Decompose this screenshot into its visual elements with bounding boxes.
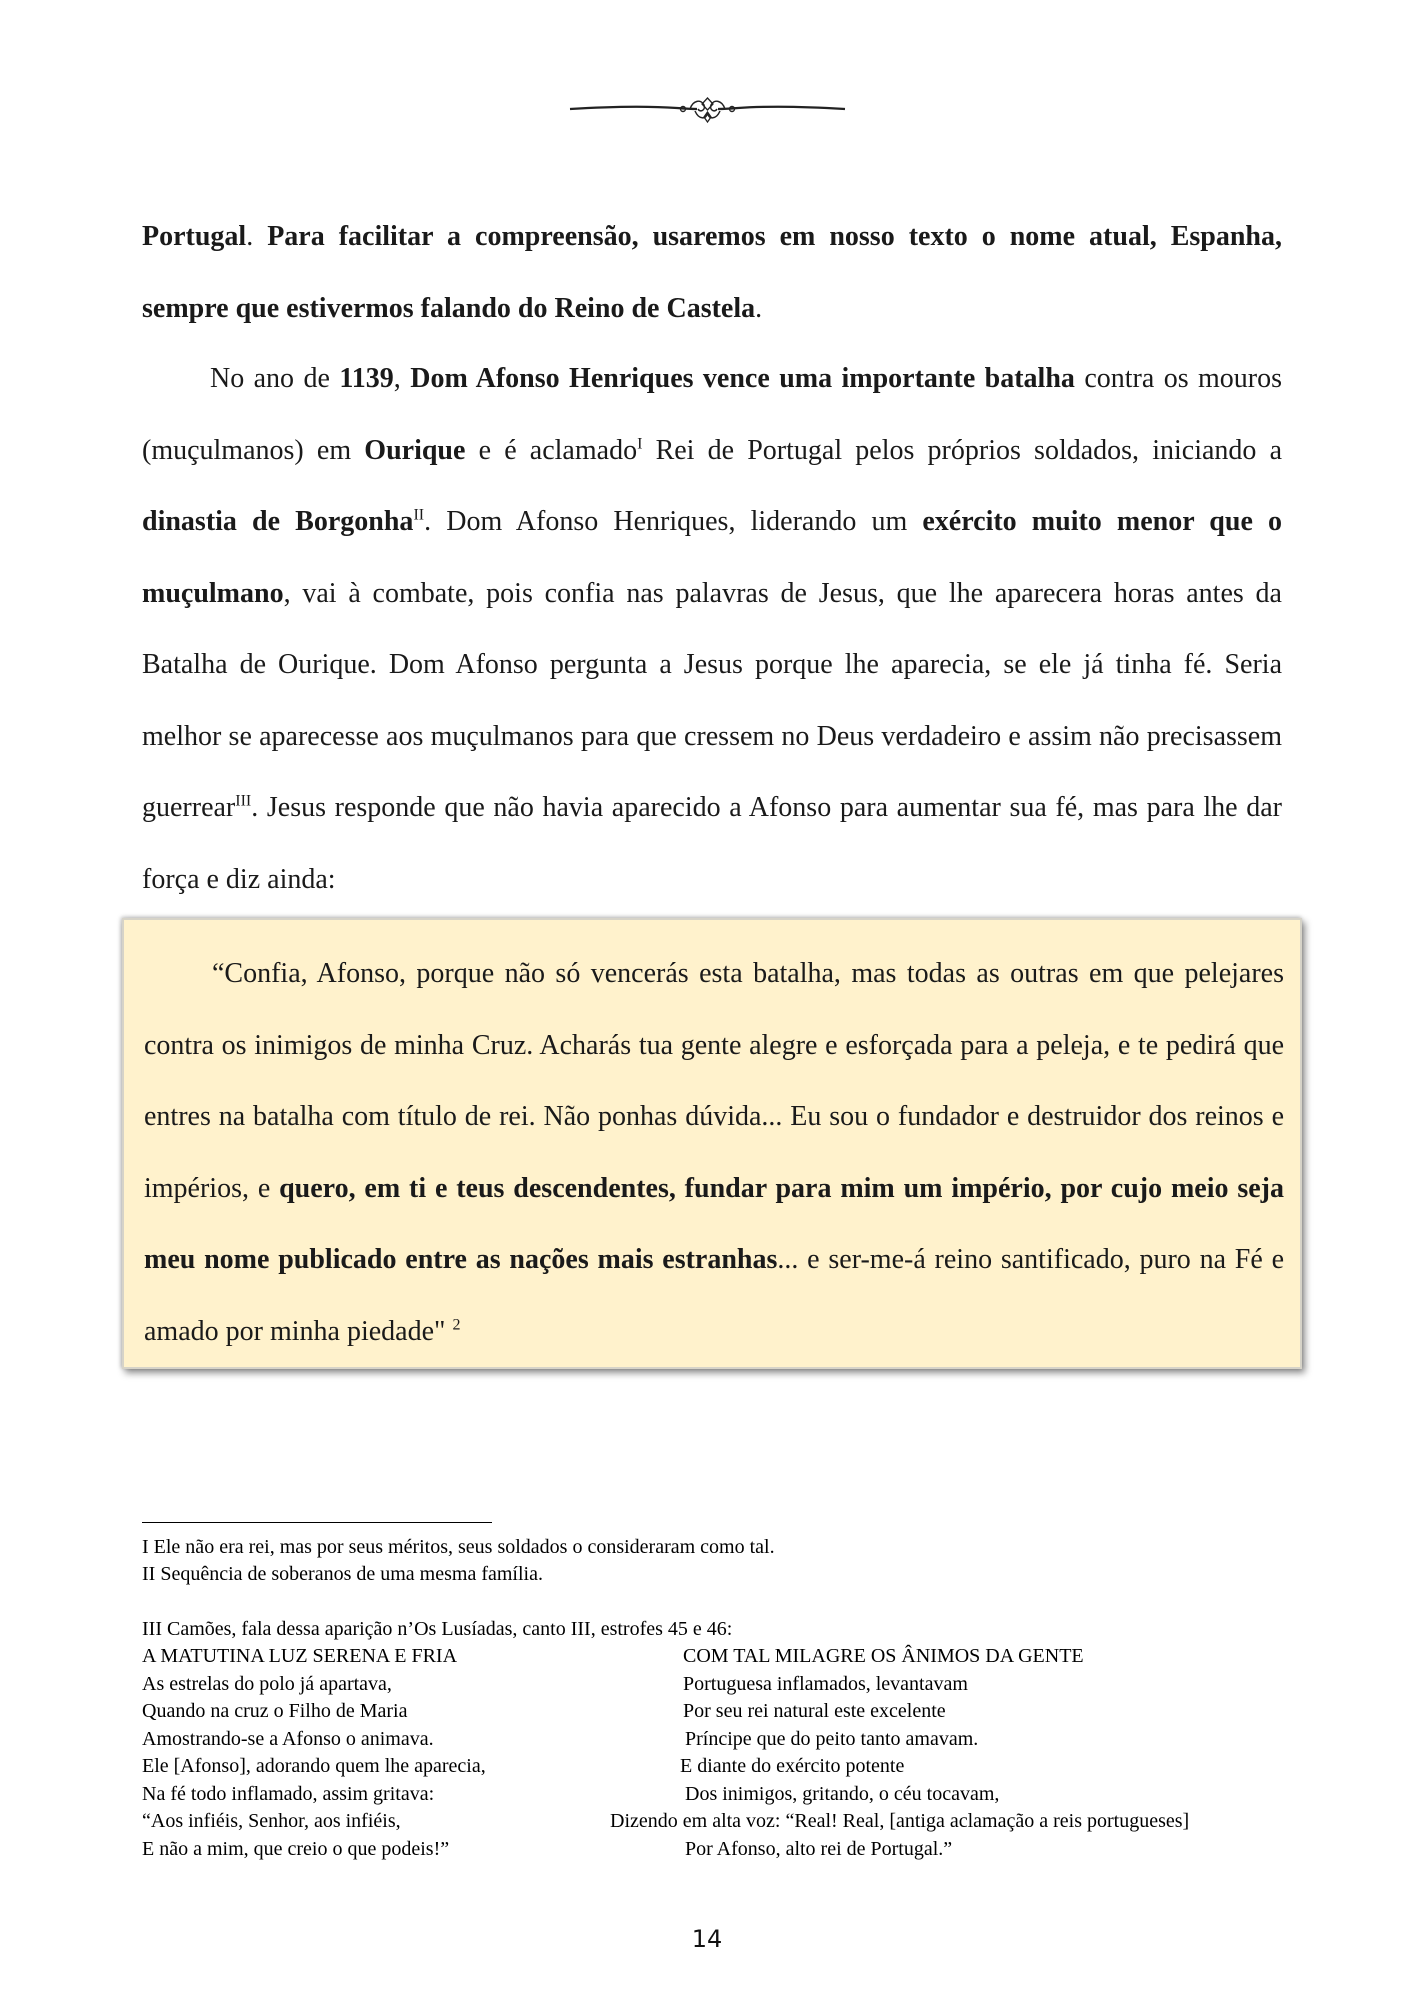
footnote-ref-3[interactable]: III (235, 792, 252, 810)
poem-line: Por seu rei natural este excelente (683, 1700, 946, 1722)
poem-line: Ele [Afonso], adorando quem lhe aparecia, (142, 1755, 486, 1777)
poem-line: E diante do exército potente (680, 1755, 905, 1777)
quote-box (122, 918, 1302, 1369)
poem-stanza-46 (610, 1643, 1189, 1863)
footnote-ref-quote[interactable]: 2 (452, 1316, 461, 1334)
poem-line: Dizendo em alta voz: “Real! Real, [antiga aclamação a reis portugueses] (610, 1810, 1190, 1832)
poem-line: Na fé todo inflamado, assim gritava: (142, 1782, 435, 1805)
paragraph-intro: Portugal. Para facilitar a compreensão, usaremos em nosso texto o nome atual, Espanha, sempre que estivermos falando do Reino de Castela. (142, 221, 1282, 324)
bold-text: Para facilitar a compreensão, usaremos em nosso texto o nome atual, Espanha, sempre que estivermos falando do Reino de Castela (142, 221, 1282, 324)
paragraph-ourique: No ano de 1139, Dom Afonso Henriques vence uma importante batalha contra os mouros (muçulmanos) em Ourique e é aclamado$^I$ Rei de Portugal pelos próprios soldados, iniciando a dinastia de Borgonha$^{II}$. Dom Afonso Henriques, liderando um exército muito menor que o muçulmano, vai à combate, pois confia nas palavras de Jesus, que lhe aparecera horas antes da Batalha de Ourique. Dom Afonso pergunta a Jesus porque lhe aparecia, se ele já tinha fé. Seria melhor se aparecesse aos muçulmanos para que cressem no Deus verdadeiro e assim não precisassem guerrear$^{III}$. Jesus responde que não havia aparecido a Afonso para aumentar sua fé, mas para lhe dar força e diz ainda: (142, 363, 1283, 895)
bold-text: Ourique (364, 434, 466, 466)
poem-line: Portuguesa inflamados, levantavam (683, 1672, 968, 1695)
footnote-3: III Camões, fala dessa aparição n’Os Lusíadas, canto III, estrofes 45 e 46: (142, 1618, 733, 1640)
footnote-ref-2[interactable]: II (413, 506, 425, 524)
poem-line: Quando na cruz o Filho de Maria (142, 1700, 408, 1722)
poem-stanza-45 (142, 1643, 486, 1863)
poem-line: “Aos infiéis, Senhor, aos infiéis, (142, 1810, 401, 1832)
poem-line: Dos inimigos, gritando, o céu tocavam, (685, 1782, 1000, 1805)
bold-text: quero, em ti e teus descendentes, fundar para mim um império, por cujo meio seja meu nome publicado entre as nações mais estranhas (144, 1172, 1284, 1275)
poem-line: COM TAL MILAGRE OS ÂNIMOS DA GENTE (683, 1645, 1084, 1667)
poem-line: As estrelas do polo já apartava, (142, 1672, 392, 1695)
bold-text: dinastia de Borgonha (142, 506, 414, 537)
ornamental-divider-icon (565, 90, 850, 130)
poem-line: Amostrando-se a Afonso o animava. (142, 1727, 434, 1750)
page-number: 14 (691, 1925, 723, 1953)
poem-line: A MATUTINA LUZ SERENA E FRIA (142, 1645, 458, 1667)
footnote-1: I Ele não era rei, mas por seus méritos, seus soldados o consideraram como tal. (142, 1536, 775, 1558)
bold-text: Portugal (142, 221, 247, 252)
bold-text: 1139 (339, 363, 394, 394)
quote-text: “Confia, Afonso, porque não só vencerás esta batalha, mas todas as outras em que pelejares contra os inimigos de minha Cruz. Acharás tua gente alegre e esforçada para a peleja, e te pedirá que entres na batalha com título de rei. Não ponhas dúvida... Eu sou o fundador e destruidor dos reinos e impérios, e quero, em ti e teus descendentes, fundar para mim um império, por cujo meio seja meu nome publicado entre as nações mais estranhas... e ser-me-á reino santificado, puro na Fé e amado por minha piedade" $^2$ (144, 958, 1284, 1347)
poem-line: Príncipe que do peito tanto amavam. (685, 1727, 979, 1750)
bold-text: Dom Afonso Henriques vence uma importante batalha (410, 363, 1075, 394)
poem-line: E não a mim, que creio o que podeis!” (142, 1837, 450, 1860)
footnote-separator (142, 1522, 492, 1523)
poem-line: Por Afonso, alto rei de Portugal.” (685, 1837, 953, 1860)
footnote-2: II Sequência de soberanos de uma mesma família. (142, 1563, 543, 1585)
bold-text: exército muito menor que o muçulmano (142, 506, 1282, 609)
footnote-ref-1[interactable]: I (637, 435, 643, 453)
